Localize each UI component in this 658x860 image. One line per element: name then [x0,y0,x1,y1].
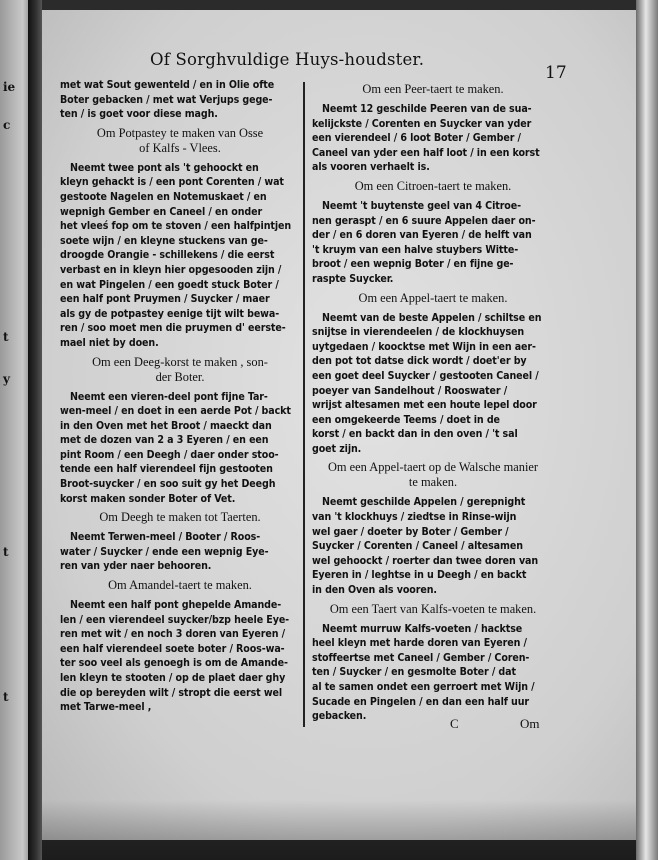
column-rule [303,82,305,727]
recipe-heading [60,355,300,385]
text-line: Neemt twee pont als 't gehoockt en [70,161,259,174]
text-line: den pot tot datse dick wordt / doet'er by [312,355,527,368]
text-line: Neemt murruw Kalfs-voeten / hacktse [322,622,523,635]
text-line: met Tarwe-meel , [60,701,152,714]
text-line: Boter gebacken / met wat Verjups gege- [60,93,273,106]
text-line: Neemt een half pont ghepelde Amande- [70,599,282,612]
recipe-text [60,598,300,715]
text-line: der / en 6 doren van Eyeren / de helft van [312,229,532,242]
recipe-text [60,530,300,574]
text-line: Neemt Terwen-meel / Booter / Roos- [70,531,261,544]
text-line: ter soo veel als genoegh is om de Amande- [60,657,288,670]
text-line: korst maken sonder Boter of Vet. [60,492,236,505]
text-line: ren / soo moet men die pruymen d' eerste- [60,322,286,335]
text-line: poeyer van Sandelhout / Rooswater / [312,384,508,397]
text-line: als gy de potpastey eenige tijt wilt bewa- [60,307,280,320]
text-line: nen geraspt / en 6 suure Appelen daer on- [312,214,536,227]
text-line: korst / en backt dan in den oven / 't sal [312,428,518,441]
recipe-text [312,622,554,724]
recipe-heading [60,126,300,156]
text-line: goet zijn. [312,442,362,455]
recipe-heading [60,578,300,593]
heading-line: Om Potpastey te maken van Osse [96,125,264,140]
text-line: tende een half vierendeel fijn gestooten [60,463,273,476]
text-line: Broot-suycker / en soo suit gy het Deegh [60,478,276,491]
recipe-text [60,390,300,507]
text-line: wel gaer / doeter by Boter / Gember / [312,525,509,538]
text-line: Suycker / Corenten / Caneel / altesamen [312,540,523,553]
running-head: Of Sorghvuldige Huys-houdster. [150,50,425,69]
heading-line: Om een Appel-taert op de Walsche manier [327,460,539,475]
text-line: Neemt 't buytenste geel van 4 Citroe- [322,199,521,212]
heading-line: te maken. [408,475,458,490]
text-line: heel kleyn met harde doren van Eyeren / [312,637,527,650]
text-line: uytgedaen / koocktse met Wijn in een aer- [312,340,536,353]
text-line: kelijckste / Corenten en Suycker van yder [312,117,532,130]
recipe-text [60,78,300,122]
recipe-heading [312,602,554,617]
text-line: ren met wit / en noch 3 doren van Eyeren / [60,628,286,641]
text-line: met wat Sout gewenteld / en in Olie ofte [60,79,275,91]
prev-page-fragment: ie [3,80,16,94]
heading-line: Om een Appel-taert te maken. [358,290,508,305]
text-line: een half pont Pruymen / Suycker / maer [60,293,270,306]
heading-line: Om een Taert van Kalfs-voeten te maken. [329,601,537,616]
text-line: een goet deel Suycker / gestooten Caneel / [312,369,539,382]
text-line: Neemt een vieren-deel pont fijne Tar- [70,390,268,403]
left-column [60,78,300,715]
text-line: droogde Orangie - schillekens / die eerst [60,249,275,262]
text-line: kleyn gehackt is / een pont Corenten / wat [60,176,284,189]
recipe-text [60,161,300,351]
text-line: Neemt 12 geschilde Peeren van de sua- [322,103,532,115]
text-line: wel gehoockt / roerter dan twee doren van [312,554,539,567]
recipe-heading [312,179,554,194]
prev-page-fragment: c [3,118,11,132]
prev-page-fragment: y [3,372,10,386]
text-line: snijtse in vierendeelen / de klockhuysen [312,326,525,339]
text-line: wen-meel / en doet in een aerde Pot / backt [60,405,291,418]
signature-mark: C [450,716,459,731]
recipe-heading [312,460,554,490]
page-number: 17 [545,63,567,83]
text-line: verbast en in kleyn hier opgesooden zijn / [60,263,282,276]
catchword: Om [520,716,540,731]
text-line: broot / een wepnig Boter / en fijne ge- [312,258,514,271]
recipe-text [312,199,554,287]
recipe-text [312,495,554,597]
text-line: Sucade en Pingelen / en dan een half uur [312,695,530,708]
recipe-heading [312,82,554,97]
text-line: van 't klockhuys / ziedtse in Rinse-wijn [312,511,517,524]
text-line: Eyeren in / leghtse in u Deegh / en backt [312,569,527,582]
text-line: Caneel van yder een half loot / in een korst [312,146,540,159]
book-gutter [28,0,42,860]
text-line: raspte Suycker. [312,272,394,285]
page-edge-shadow [636,0,658,860]
text-line: ren van yder naer behooren. [60,560,212,573]
heading-line: Om een Peer-taert te maken. [362,82,504,96]
heading-line: of Kalfs - Vlees. [139,140,221,155]
text-line: soete wijn / en kleyne stuckens van ge- [60,234,268,247]
recipe-text [312,102,554,175]
page-bottom-shading [42,800,636,860]
text-line: een omgekeerde Teems / doet in de [312,413,500,426]
text-line: in den Oven als vooren. [312,584,437,597]
prev-page-fragment: t [3,330,9,344]
text-line: len kleyn te stooten / op de plaet daer ghy [60,672,286,684]
text-line: len / een vierendeel suycker/bzp heele Eye- [60,613,290,626]
text-line: een vierendeel / 6 loot Boter / Gember / [312,132,521,145]
heading-line: Om Deegh te maken tot Taerten. [99,510,261,525]
text-line: stoffeertse met Caneel / Gember / Coren- [312,651,530,664]
heading-line: Om een Deeg-korst te maken , son- [92,354,268,369]
prev-page-fragment: t [3,690,9,704]
text-line: een half vierendeel soete boter / Roos-wa- [60,642,285,655]
right-column [312,78,554,724]
text-line: als vooren verhaelt is. [312,161,430,174]
text-line: water / Suycker / ende een wepnig Eye- [60,545,269,558]
text-line: wepnigh Gember en Caneel / en onder [60,205,263,218]
text-line: ten / Suycker / en gesmolte Boter / dat [312,666,516,679]
text-line: al te samen ondet een gerroert met Wijn / [312,681,535,693]
recipe-heading [60,510,300,525]
text-line: het vleeś fop om te stoven / een halfpintjen [60,220,292,233]
heading-line: Om een Citroen-taert te maken. [354,178,512,193]
text-line: pint Room / een Deegh / daer onder stoo- [60,448,279,461]
heading-line: Om Amandel-taert te maken. [108,578,252,593]
text-line: in den Oven met het Broot / maeckt dan [60,419,272,432]
text-line: ten / is goet voor diese magh. [60,108,218,121]
text-line: wrijst altesamen met een houte lepel door [312,399,537,412]
text-line: met de dozen van 2 a 3 Eyeren / en een [60,434,269,447]
text-line: 't kruym van een halve stuybers Witte- [312,243,519,256]
heading-line: der Boter. [155,369,205,384]
text-line: gestoote Nagelen en Notemuskaet / en [60,190,267,203]
text-line: Neemt van de beste Appelen / schiltse en [322,311,542,324]
recipe-text [312,311,554,457]
text-line: mael niet by doen. [60,336,159,349]
prev-page-fragment: t [3,545,9,559]
recipe-heading [312,291,554,306]
text-line: gebacken. [312,710,367,723]
text-line: en wat Pingelen / een goedt stuck Boter / [60,278,279,291]
text-line: Neemt geschilde Appelen / gerepnight [322,496,526,509]
text-line: die op bereyden wilt / stropt die eerst wel [60,686,283,699]
